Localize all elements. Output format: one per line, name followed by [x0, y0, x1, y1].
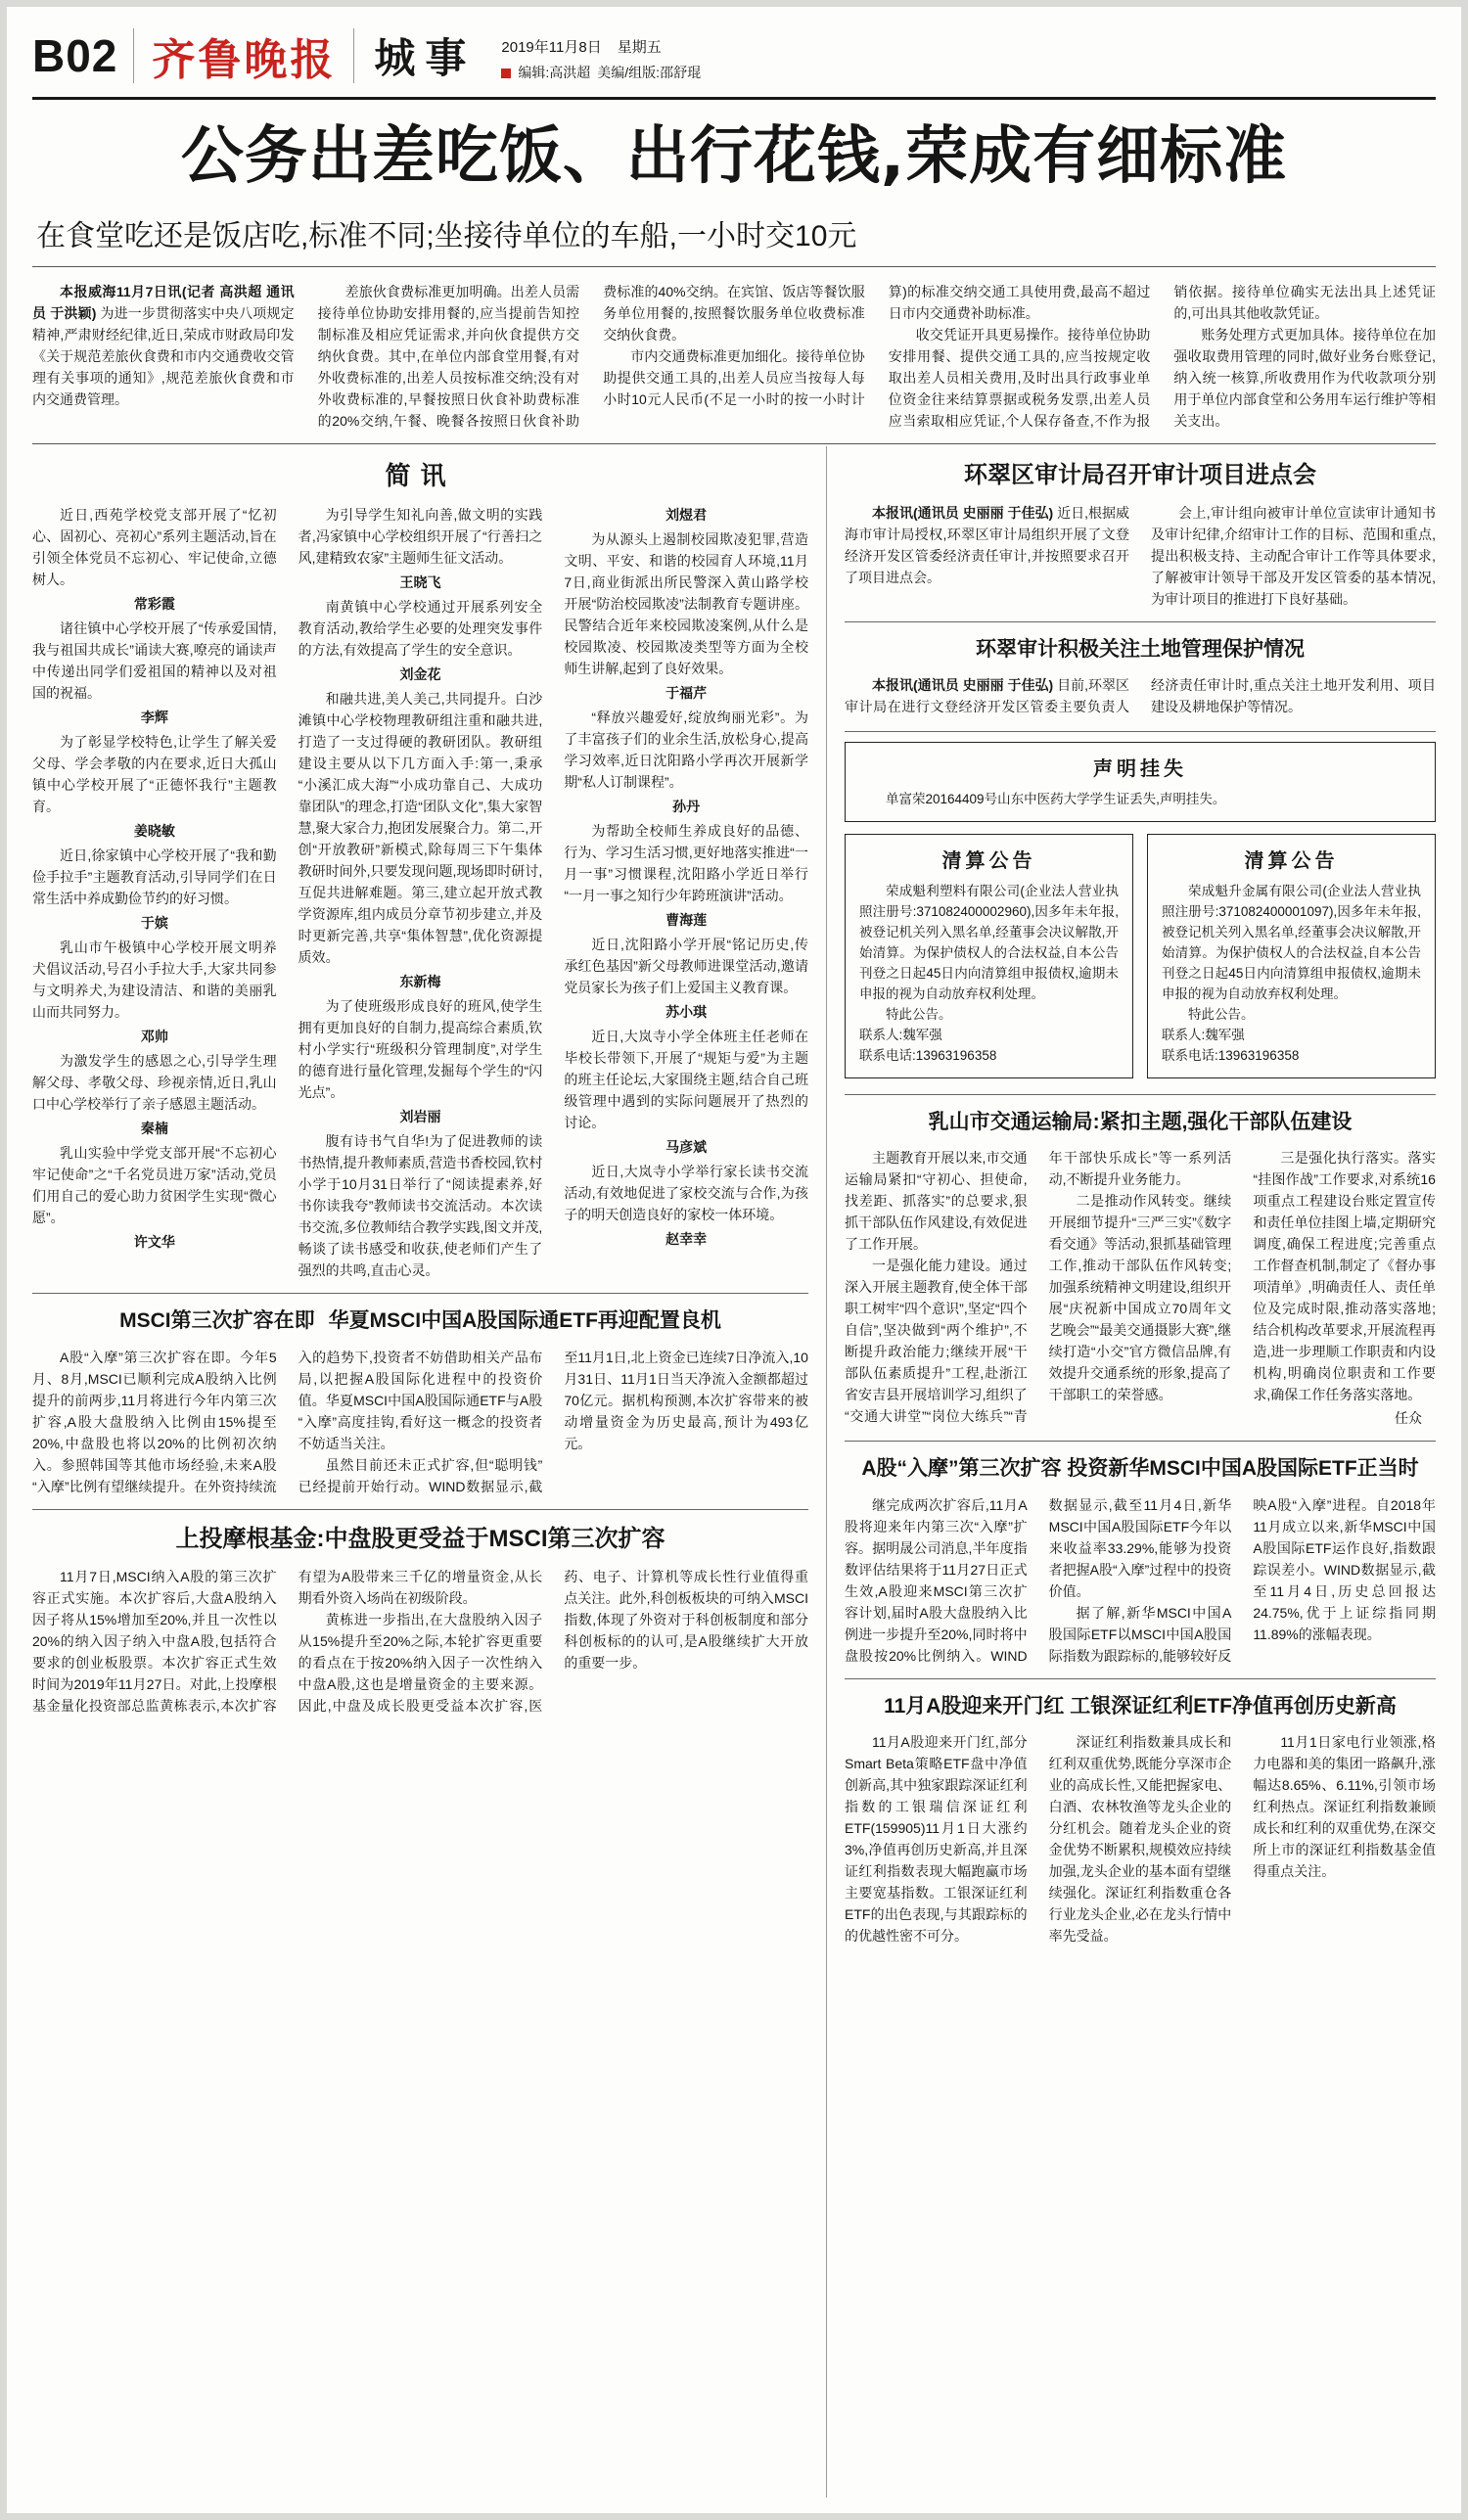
right-column — [827, 446, 1436, 2497]
paragraph: 为激发学生的感恩之心,引导学生理解父母、孝敬父母、珍视亲情,近日,乳山口中心学校举行了亲子感恩主题活动。 — [32, 1053, 277, 1113]
paragraph: 账务处理方式更加具体。接待单位在加强收取费用管理的同时,做好业务台账登记,纳入统一核算,所收费用作为代收款项分别用于单位内部食堂和公务用车运行维护等相关支出。 — [1173, 326, 1436, 429]
paragraph-list — [318, 281, 1436, 432]
brief-author: 秦楠 — [140, 1121, 168, 1137]
paragraph: 腹有诗书气自华!为了促进教师的读书热情,提升教师素质,营造书香校园,钦村小学于10月31日举行了“阅读提素养,好书你读我夸”教师读书交流活动。本次读书交流,多位教师结合教学实践,图文并茂,畅谈了读书感受和收获,使老师们产生了强烈的共鸣,直击心灵。 — [298, 1133, 543, 1279]
lead-body — [32, 281, 1436, 432]
divider — [32, 443, 1436, 444]
article-jpmorgan-midcap — [32, 1509, 808, 2497]
brief-author: 许文华 — [133, 1234, 175, 1251]
paragraph-text: 近日,根据威海市审计局授权,环翠区审计局组织开展了文登经济开发区管委经济责任审计,并按照要求召开了项目进点会。 — [845, 504, 1129, 585]
paragraph: 为了使班级形成良好的班风,使学生拥有更加良好的自制力,提高综合素质,钦村小学实行“班级积分管理制度”,对学生的德育进行量化管理,发掘每个学生的“闪光点”。 — [298, 998, 543, 1101]
article-title: 环翠审计积极关注土地管理保护情况 — [976, 637, 1305, 661]
red-square-icon — [501, 69, 511, 78]
article-title: 环翠区审计局召开审计项目进点会 — [964, 461, 1316, 488]
article-body — [845, 1731, 1436, 1947]
article-xinhua-msci-etf — [845, 1441, 1436, 1677]
byline: 本报讯(通讯员 史丽丽 于佳弘) — [872, 677, 1054, 694]
lead-subhead: 在食堂吃还是饭店吃,标准不同;坐接待单位的车船,一小时交10元 — [36, 219, 857, 252]
brief-author: 孙丹 — [672, 799, 701, 815]
article-huancui-audit-meeting — [845, 446, 1436, 621]
brief-author: 东新梅 — [399, 974, 441, 990]
liquidation-notice-2 — [1147, 834, 1436, 1078]
paragraph: 联系电话:13963196358 — [859, 1048, 997, 1064]
paragraph: 主题教育开展以来,市交通运输局紧扣“守初心、担使命,找差距、抓落实”的总要求,狠抓干部队伍作风建设,有效促进了工作开展。 — [845, 1150, 1028, 1253]
brief-author: 刘金花 — [399, 666, 441, 683]
notice-title: 清算公告 — [1244, 850, 1339, 873]
paragraph: 为了彰显学校特色,让学生了解关爱父母、学会孝敬的内在要求,近日大孤山镇中心学校开展了“正德怀我行”主题教育。 — [32, 734, 277, 815]
paragraph-list — [845, 1147, 1436, 1429]
paragraph: 深证红利指数兼具成长和红利双重优势,既能分享深市企业的高成长性,又能把握家电、白酒、农林牧渔等龙头企业的分红机会。随着龙头企业的资金优势不断累积,规模效应持续加强,龙头企业的基本面有望继续强化。深证红利指数重仓各行业龙头企业,必在龙头行情中率先受益。 — [1048, 1733, 1232, 1944]
paragraph: 为帮助全校师生养成良好的品德、行为、学习生活习惯,更好地落实推进“一月一事”习惯课程,沈阳路小学近日举行“一月一事之知行少年跨班演讲”活动。 — [564, 823, 808, 904]
briefs-body — [32, 504, 808, 1281]
paragraph: 近日,大岚寺小学举行家长读书交流活动,有效地促进了家校交流与合作,为孩子的明天创造良好的家校一体环境。 — [564, 1164, 808, 1223]
paragraph — [32, 281, 295, 410]
paragraph: 11月7日,MSCI纳入A股的第三次扩容正式实施。本次扩容后,大盘A股纳入因子将从15%增加至20%,并且一次性以20%的纳入因子纳入中盘A股,包括符合要求的创业板股票。本次扩容正式生效时间为2019年11月27日。对此,上投摩根基金量化投资部总监黄栋表示,本次扩容有望为A股带来三千亿的增量资金,从长期看外资入场尚在初级阶段。 — [32, 1568, 543, 1714]
paragraph: 据了解,新华MSCI中国A股国际ETF以MSCI中国A股国际指数为跟踪标的,能够较好反映A股“入摩”进程。自2018年11月成立以来,新华MSCI中国A股国际ETF运作良好,指数跟踪误差小。WIND数据显示,截至11月4日,历史总回报达24.75%,优于上证综指同期11.89%的涨幅表现。 — [1048, 1496, 1436, 1664]
paragraph: 诸往镇中心学校开展了“传承爱国情,我与祖国共成长”诵读大赛,嘹亮的诵读声中传递出同学们爱祖国的精神以及对祖国的祝福。 — [32, 620, 277, 702]
paragraph: 近日,大岚寺小学全体班主任老师在毕校长带领下,开展了“规矩与爱”为主题的班主任论坛,大家围绕主题,结合自己班级管理中遇到的实际问题展开了热烈的讨论。 — [564, 1029, 808, 1131]
article-title-main: 华夏MSCI中国A股国际通ETF再迎配置良机 — [328, 1309, 721, 1333]
brief-author: 刘煜君 — [665, 507, 708, 524]
page-number: B02 — [32, 30, 118, 81]
brief-author: 邓帅 — [140, 1029, 168, 1045]
paragraph: 黄栋进一步指出,在大盘股纳入因子从15%提升至20%之际,本轮扩容更重要的看点在于按20%纳入因子一次性纳入中盘A股,这也是增量资金的主要来源。因此,中盘及成长股更受益本次扩容,医药、电子、计算机等成长性行业值得重点关注。此外,科创板板块的可纳入MSCI指数,体现了外资对于科创板制度和部分科创板标的的认可,是A股继续扩大开放的重要一步。 — [298, 1568, 808, 1714]
lead-headline: 公务出差吃饭、出行花钱,荣成有细标准 — [180, 120, 1288, 193]
article-body — [845, 674, 1436, 717]
issue-date: 2019年11月8日 — [501, 38, 602, 56]
article-author: 任众 — [1394, 1410, 1422, 1427]
paragraph: 联系电话:13963196358 — [1162, 1048, 1300, 1064]
briefs-title: 简讯 — [385, 460, 456, 490]
paragraph: 南黄镇中心学校通过开展系列安全教育活动,教给学生必要的处理突发事件的方法,有效提高了学生的安全意识。 — [298, 599, 543, 659]
article-kicker: MSCI第三次扩容在即 — [119, 1309, 315, 1333]
brief-author: 刘岩丽 — [399, 1109, 441, 1125]
divider — [32, 266, 1436, 267]
paragraph: 11月1日家电行业领涨,格力电器和美的集团一路飙升,涨幅达8.65%、6.11%,引领市场红利热点。深证红利指数兼顾成长和红利的双重优势,在深交所上市的深证红利指数基金值得重点关注。 — [1253, 1733, 1436, 1879]
article-title: 11月A股迎来开门红 工银深证红利ETF净值再创历史新高 — [884, 1694, 1397, 1718]
paragraph: 近日,徐家镇中心学校开展了“我和勤俭手拉手”主题教育活动,引导同学们在日常生活中养成勤俭节约的好习惯。 — [32, 848, 277, 907]
paragraph: 联系人:魏军强 — [1162, 1028, 1245, 1043]
notices-section — [845, 731, 1436, 1090]
article-msci-huaxia — [32, 1293, 808, 1508]
brief-author: 常彩霞 — [133, 596, 175, 613]
briefs-section — [32, 446, 808, 1294]
paragraph-text: 目前,环翠区审计局在进行文登经济开发区管委主要负责人经济责任审计时,重点关注土地开发利用、项目建设及耕地保护等情况。 — [845, 677, 1436, 715]
brief-author: 曹海莲 — [665, 912, 708, 929]
paragraph-list — [1151, 502, 1436, 610]
notice-body — [1162, 881, 1421, 1066]
liquidation-notice-1 — [845, 834, 1133, 1078]
paragraph: 虽然目前还未正式扩容,但“聪明钱”已经提前开始行动。WIND数据显示,截至11月1日,北上资金已连续7日净流入,10月31日、11月1日当天净流入金额都超过70亿元。据机构预测,本次扩容带来的被动增量资金为历史最高,预计为493亿元。 — [298, 1349, 808, 1494]
article-title: 上投摩根基金:中盘股更受益于MSCI第三次扩容 — [175, 1525, 665, 1552]
paragraph: 一是强化能力建设。通过深入开展主题教育,使全体干部职工树牢“四个意识”,坚定“四个自信”,坚决做到“两个维护”,不断提升政治能力;继续开展“干部队伍素质提升”工程,赴浙江省安吉县开展培训学习,组织了“交通大讲堂”“岗位大练兵”“青年干部快乐成长”等一系列活动,不断提升业务能力。 — [845, 1150, 1232, 1425]
brief-author: 李辉 — [140, 710, 168, 726]
brief-author: 姜晓敏 — [133, 823, 175, 840]
paragraph: 为从源头上遏制校园欺凌犯罪,营造文明、平安、和谐的校园育人环境,11月7日,商业街派出所民警深入黄山路学校开展“防治校园欺凌”法制教育专题讲座。民警结合近年来校园欺凌案例,从什么是校园欺凌、校园欺凌类型等方面为全校师生讲解,起到了良好效果。 — [564, 531, 808, 677]
designer-credit: 美编/组版:邵舒琨 — [597, 64, 702, 80]
article-body — [845, 1147, 1436, 1429]
paragraph: 近日,沈阳路小学开展“铭记历史,传承红色基因”新父母教师进课堂活动,邀请党员家长为孩子们上爱国主义教育课。 — [564, 937, 808, 996]
editor-credit: 编辑:高洪超 — [518, 64, 591, 80]
paragraph: 会上,审计组向被审计单位宣读审计通知书及审计纪律,介绍审计工作的目标、范围和重点,提出积极支持、主动配合审计工作等具体要求,了解被审计领导干部及开发区管委的基本情况,为审计项目的推进打下良好基础。 — [1151, 504, 1436, 607]
brief-author: 苏小琪 — [665, 1004, 708, 1021]
paragraph — [845, 502, 1129, 588]
article-icbc-dividend-etf — [845, 1678, 1436, 2497]
issue-info — [501, 26, 701, 85]
left-column — [32, 446, 827, 2497]
newspaper-page — [7, 7, 1461, 2513]
brief-author: 赵幸幸 — [665, 1231, 708, 1248]
paragraph: 为引导学生知礼向善,做文明的实践者,冯家镇中心学校组织开展了“行善扫之风,建精致农家”主题师生征文活动。 — [298, 507, 543, 567]
notice-body — [859, 881, 1119, 1066]
paragraph: 近日,西苑学校党支部开展了“忆初心、固初心、亮初心”系列主题活动,旨在引领全体党员不忘初心、牢记使命,立德树人。 — [32, 507, 277, 588]
paragraph: 乳山实验中学党支部开展“不忘初心 牢记使命”之“千名党员进万家”活动,党员们用自己的爱心助力贫困学生实现“微心愿”。 — [32, 1145, 277, 1226]
paragraph: 荣成魁利塑料有限公司(企业法人营业执照注册号:371082400002960),因多年未年报,被登记机关列入黑名单,经董事会决议解散,开始清算。为保护债权人的合法权益,自本公告刊登之日起45日内向清算组申报债权,逾期未申报的视为自动放弃权利处理。 — [859, 884, 1119, 1002]
paragraph: 和融共进,美人美己,共同提升。白沙滩镇中心学校物理教研组注重和融共进,打造了一支过得硬的教研团队。教研组建设主要从以下几方面入手:第一,秉承“小溪汇成大海”“小成功靠自己、大成功靠团队”的理念,打造“团队文化”,集大家智慧,聚大家合力,抱团发展聚合力。第二,开创“开放教研”新模式,除每周三下午集体教研时间外,只要发现问题,现场即时研讨,互促共进解难题。第三,建立起开放式教学资源库,组内成员分章节初步建立,并及时更新完善,共享“集体智慧”,优化资源提质效。 — [298, 691, 543, 966]
paragraph: 荣成魁升金属有限公司(企业法人营业执照注册号:371082400001097),因多年未年报,被登记机关列入黑名单,经董事会决议解散,开始清算。为保护债权人的合法权益,自本公告刊登之日起45日内向清算组申报债权,逾期未申报的视为自动放弃权利处理。 — [1162, 884, 1421, 1002]
article-body — [32, 1566, 808, 1717]
paragraph: 三是强化执行落实。落实“挂图作战”工作要求,对系统16项重点工程建设台账定置宣传和责任单位挂图上墙,定期研究调度,确保工程进度;完善重点工作督查机制,制定了《督办事项清单》,明确责任人、责任单位及完成时限,推动落实落地;结合机构改革要求,开展流程再造,进一步理顺工作职责和内设机构,明确岗位职责和工作要求,确保工作任务落实落地。 — [1253, 1150, 1436, 1403]
paragraph: “释放兴趣爱好,绽放绚丽光彩”。为了丰富孩子们的业余生活,放松身心,提高学习效率,近日沈阳路小学再次开展新学期“私人订制课程”。 — [564, 710, 808, 791]
brief-author: 于福芹 — [665, 685, 708, 702]
main-area — [32, 446, 1436, 2497]
paragraph — [845, 674, 1436, 717]
article-body — [32, 1347, 808, 1497]
article-rushan-transport — [845, 1094, 1436, 1441]
brief-author: 马彦斌 — [665, 1139, 708, 1156]
masthead — [32, 17, 1436, 95]
lead-headline-block — [32, 121, 1436, 194]
section-name: 城事 — [374, 35, 477, 81]
brief-author: 王晓飞 — [399, 574, 441, 591]
paragraph: 联系人:魏军强 — [859, 1028, 942, 1043]
article-body — [845, 1494, 1436, 1667]
paragraph: 二是推动作风转变。继续开展细节提升“三严三实”《数字看交通》等活动,狠抓基础管理工作,推动干部队伍作风转变;加强系统精神文明建设,组织开展“庆祝新中国成立70周年文艺晚会”“最美交通摄影大赛”,继续打造“小交”官方微信品牌,有效提升交通系统的形象,提高了干部职工的荣誉感。 — [1048, 1193, 1232, 1403]
paragraph: 乳山市午极镇中心学校开展文明养犬倡议活动,号召小手拉大手,大家共同参与文明养犬,为建设清洁、和谐的美丽乳山而共同努力。 — [32, 939, 277, 1021]
paragraph-text: 为进一步贯彻落实中央八项规定精神,严肃财经纪律,近日,荣成市财政局印发《关于规范差旅伙食费和市内交通费收交管理有关事项的通知》,规范差旅伙食费和市内交通费管理。 — [32, 304, 295, 407]
paragraph: A股“入摩”第三次扩容在即。今年5月、8月,MSCI已顺利完成A股纳入比例提升的前两步,11月将进行今年内第三次扩容,A股大盘股纳入比例由15%提至20%,中盘股也将以20%的比例初次纳入。参照韩国等其他市场经验,未来A股“入摩”比例有望继续提升。在外资持续流入的趋势下,投资者不妨借助相关产品布局,以把握A股国际化进程中的投资价值。华夏MSCI中国A股国际通ETF与A股“入摩”高度挂钩,看好这一概念的投资者不妨适当关注。 — [32, 1349, 543, 1494]
notice-body — [859, 789, 1421, 809]
paragraph: 特此公告。 — [1188, 1007, 1255, 1023]
editor-line — [501, 61, 701, 85]
paragraph: 11月A股迎来开门红,部分Smart Beta策略ETF盘中净值创新高,其中独家跟踪深证红利指数的工银瑞信深证红利ETF(159905)11月1日大涨约3%,净值再创历史新高,并且深证红利指数表现大幅跑赢市场主要宽基指数。工银深证红利ETF的出色表现,与其跟踪标的的优越性密不可分。 — [845, 1733, 1028, 1944]
notice-title: 声明挂失 — [1093, 758, 1187, 781]
issue-date-line — [501, 34, 701, 61]
paragraph: 单富荣20164409号山东中医药大学学生证丢失,声明挂失。 — [886, 792, 1226, 807]
paragraph: 特此公告。 — [886, 1007, 952, 1023]
article-lead — [32, 100, 1436, 444]
article-huancui-audit-land — [845, 621, 1436, 729]
issue-weekday: 星期五 — [617, 38, 662, 56]
paragraph: 继完成两次扩容后,11月A股将迎来年内第三次“入摩”扩容。据明晟公司消息,半年度指数评估结果将于11月27日正式生效,A股迎来MSCI第三次扩容计划,届时A股大盘股纳入比例进一步提升至20%,同时将中盘股按20%比例纳入。WIND数据显示,截至11月4日,新华MSCI中国A股国际ETF今年以来收益率33.29%,能够为投资者把握A股“入摩”过程中的投资价值。 — [845, 1496, 1232, 1664]
lost-certificate-notice — [845, 742, 1436, 822]
paragraph: 市内交通费标准更加细化。接待单位协助提供交通工具的,出差人员应当按每人每小时10元人民币(不足一小时的按一小时计算)的标准交纳交通工具使用费,最高不超过日市内交通费补助标准。 — [603, 283, 1151, 407]
paragraph: 差旅伙食费标准更加明确。出差人员需接待单位协助安排用餐的,应当提前告知控制标准及相应凭证需求,并向伙食提供方交纳伙食费。其中,在单位内部食堂用餐,有对外收费标准的,出差人员按标准交纳;没有对外收费标准的,早餐按照日伙食补助费标准的20%交纳,午餐、晚餐各按照日伙食补助费标准的40%交纳。在宾馆、饭店等餐饮服务单位用餐的,按照餐饮服务单位收费标准交纳伙食费。 — [317, 283, 865, 429]
liquidation-notices — [845, 834, 1436, 1078]
paragraph: 收交凭证开具更易操作。接待单位协助安排用餐、提供交通工具的,应当按规定收取出差人员相关费用,及时出具行政事业单位资金往来结算票据或税务发票,出差人员应当索取相应凭证,个人保存备查,不作为报销依据。接待单位确实无法出具上述凭证的,可出具其他收款凭证。 — [888, 283, 1436, 429]
byline: 本报威海11月7日讯(记者 高洪超 通讯员 于洪颖) — [32, 283, 295, 321]
notice-title: 清算公告 — [941, 850, 1036, 873]
article-title: A股“入摩”第三次扩容 投资新华MSCI中国A股国际ETF正当时 — [861, 1457, 1419, 1481]
newspaper-logo: 齐鲁晚报 — [152, 35, 337, 85]
article-body — [845, 502, 1436, 610]
article-title: 乳山市交通运输局:紧扣主题,强化干部队伍建设 — [928, 1111, 1353, 1134]
byline: 本报讯(通讯员 史丽丽 于佳弘) — [872, 504, 1054, 521]
brief-author: 于嫔 — [140, 915, 168, 932]
article-title — [32, 1307, 808, 1334]
